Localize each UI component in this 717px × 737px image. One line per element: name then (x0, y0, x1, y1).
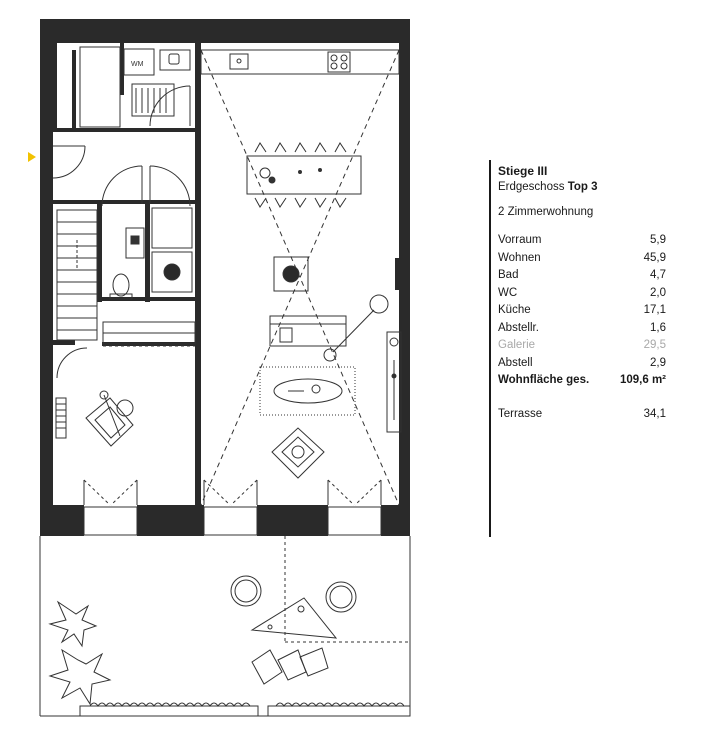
floor-lamp (324, 295, 388, 361)
legend-divider (489, 160, 491, 537)
room-list (498, 232, 666, 390)
utility-room (80, 47, 190, 127)
gallery-void-lines (201, 50, 399, 505)
room-name: Abstellr. (498, 321, 539, 334)
staircase (57, 210, 97, 340)
entrance-door (53, 146, 85, 178)
staircase-title: Stiege III (498, 164, 548, 178)
room-name: Galerie (498, 339, 536, 351)
floor-subtitle (498, 181, 666, 193)
room-row-abstellraum (498, 320, 666, 338)
unit-label: Top 3 (567, 181, 598, 193)
terrace-plants (50, 602, 110, 704)
terrace-label: Terrasse (498, 407, 543, 420)
room-row-wc (498, 285, 666, 303)
terrace-area: 34,1 (643, 407, 666, 420)
floor-label: Erdgeschoss (498, 181, 565, 193)
room-name: Abstell (498, 356, 533, 369)
total-area-row (498, 372, 666, 390)
room-area: 2,0 (650, 286, 666, 299)
room-area: 2,9 (650, 356, 666, 369)
room-row-bad (498, 267, 666, 285)
reading-chair (56, 391, 133, 446)
dining-table (247, 143, 361, 207)
armchair (272, 428, 324, 478)
wc-room (110, 228, 144, 299)
terrace-furniture (231, 576, 356, 684)
fireplace (274, 257, 308, 291)
total-area: 109,6 m² (619, 374, 666, 386)
total-label: Wohnfläche ges. (498, 374, 590, 386)
living-rug (260, 367, 355, 415)
room-name: Bad (498, 269, 519, 281)
room-row-vorraum (498, 232, 666, 250)
room-name: Küche (498, 304, 531, 316)
left-window-doors (84, 480, 137, 505)
room-area: 45,9 (643, 251, 666, 264)
kitchen-counter (201, 50, 399, 74)
sofa (270, 316, 346, 346)
main-window-doors (204, 480, 381, 505)
terrace-row (498, 408, 666, 420)
planter-boxes (80, 703, 410, 716)
room-area: 1,6 (650, 321, 666, 334)
bath-room (152, 208, 192, 292)
room-name: Wohnen (498, 251, 541, 264)
room-area: 4,7 (650, 269, 666, 281)
facade-windows (84, 507, 381, 535)
room-area: 29,5 (643, 339, 666, 351)
room-row-kueche (498, 302, 666, 320)
room-row-abstell (498, 355, 666, 373)
room-name: WC (498, 286, 518, 299)
sideboard (387, 332, 401, 432)
room-row-wohnen (498, 250, 666, 268)
exterior-walls (40, 19, 410, 536)
apartment-type: 2 Zimmerwohnung (498, 206, 594, 218)
room-row-galerie (498, 337, 666, 355)
room-area: 5,9 (650, 234, 666, 246)
entrance-marker (28, 152, 36, 162)
wm-label: WM (131, 61, 144, 68)
room-name: Vorraum (498, 234, 542, 246)
room-area: 17,1 (643, 304, 666, 316)
legend-panel (498, 160, 666, 420)
